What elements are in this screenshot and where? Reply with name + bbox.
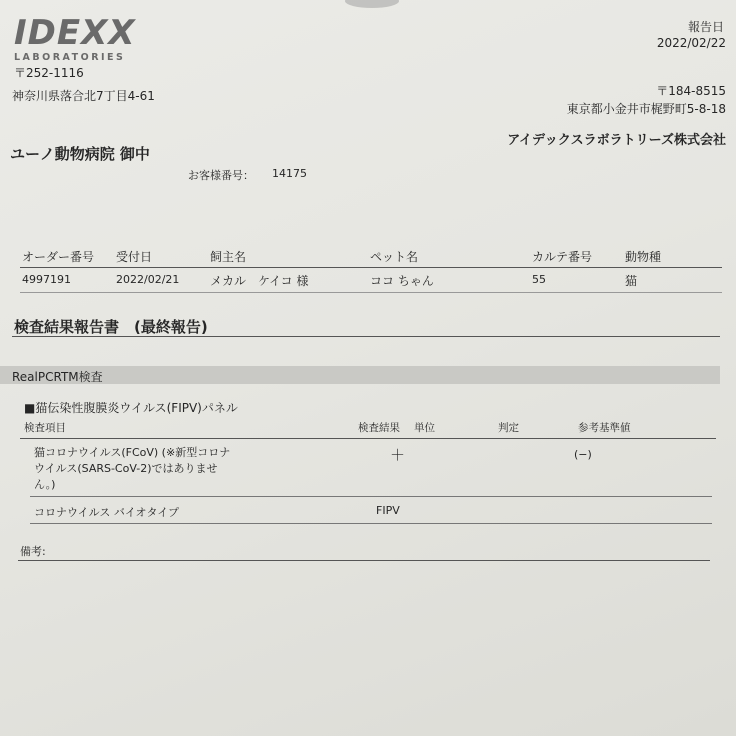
result-header-unit: 単位 bbox=[414, 422, 435, 434]
recipient-address: 神奈川県落合北7丁目4-61 bbox=[12, 89, 155, 103]
panel-title: ■猫伝染性腹膜炎ウイルス(FIPV)パネル bbox=[24, 401, 238, 415]
result-title: 検査結果報告書 (最終報告) bbox=[14, 318, 208, 336]
order-cell-pet: ココ ちゃん bbox=[370, 274, 434, 288]
logo-sub: LABORATORIES bbox=[14, 52, 126, 63]
recipient-postal: 〒252-1116 bbox=[14, 66, 84, 80]
remarks-label: 備考: bbox=[20, 545, 46, 558]
result-row-biotype-item: コロナウイルス バイオタイプ bbox=[34, 506, 179, 519]
idexx-logo bbox=[14, 13, 136, 63]
report-date-label: 報告日 bbox=[687, 20, 724, 34]
sender-postal: 〒184-8515 bbox=[656, 84, 726, 98]
result-row-divider bbox=[30, 523, 712, 524]
result-title-divider bbox=[12, 336, 720, 337]
order-row-divider bbox=[20, 292, 722, 293]
order-header-chart-no: カルテ番号 bbox=[532, 250, 593, 264]
customer-number-label: お客様番号： bbox=[188, 169, 254, 182]
result-header-reference: 参考基準値 bbox=[578, 422, 631, 434]
result-header-item: 検査項目 bbox=[24, 422, 66, 434]
order-cell-species: 猫 bbox=[625, 274, 638, 288]
order-header-divider bbox=[20, 267, 722, 268]
customer-number: 14175 bbox=[272, 167, 307, 180]
paper-shadow bbox=[345, 0, 399, 8]
order-header-received: 受付日 bbox=[116, 250, 153, 264]
logo-brand: IDEXX bbox=[14, 13, 136, 53]
result-header-divider bbox=[20, 438, 716, 439]
result-row-fcov-item bbox=[34, 445, 230, 493]
order-header-order-no: オーダー番号 bbox=[22, 250, 95, 264]
order-cell-chart-no: 55 bbox=[532, 273, 546, 286]
result-header-result: 検査結果 bbox=[358, 422, 400, 434]
result-row-divider bbox=[30, 496, 712, 497]
order-header-pet: ペット名 bbox=[370, 250, 419, 264]
section-title: RealPCRTM検査 bbox=[12, 370, 103, 384]
result-item-line: ん。) bbox=[34, 478, 56, 491]
clinic-name: ユーノ動物病院 御中 bbox=[10, 145, 150, 163]
order-header-owner: 飼主名 bbox=[210, 250, 247, 264]
result-item-line: 猫コロナウイルス(FCoV) (※新型コロナ bbox=[34, 446, 231, 459]
result-row-fcov-reference: (−) bbox=[574, 448, 592, 461]
report-date: 2022/02/22 bbox=[656, 36, 726, 50]
sender-address: 東京都小金井市梶野町5-8-18 bbox=[566, 102, 726, 116]
result-item-line: ウイルス(SARS-CoV-2)ではありませ bbox=[34, 462, 218, 475]
sender-company: アイデックスラボラトリーズ株式会社 bbox=[507, 133, 726, 148]
section-band bbox=[0, 366, 720, 384]
order-cell-received: 2022/02/21 bbox=[116, 273, 180, 286]
order-cell-order-no: 4997191 bbox=[22, 273, 71, 286]
order-header-species: 動物種 bbox=[625, 250, 662, 264]
result-row-biotype-result: FIPV bbox=[376, 504, 400, 517]
result-header-judgement: 判定 bbox=[498, 422, 519, 434]
remarks-divider bbox=[18, 560, 710, 561]
result-row-fcov-result: ＋ bbox=[390, 446, 406, 464]
order-cell-owner: メカル ケイコ 様 bbox=[210, 274, 309, 288]
